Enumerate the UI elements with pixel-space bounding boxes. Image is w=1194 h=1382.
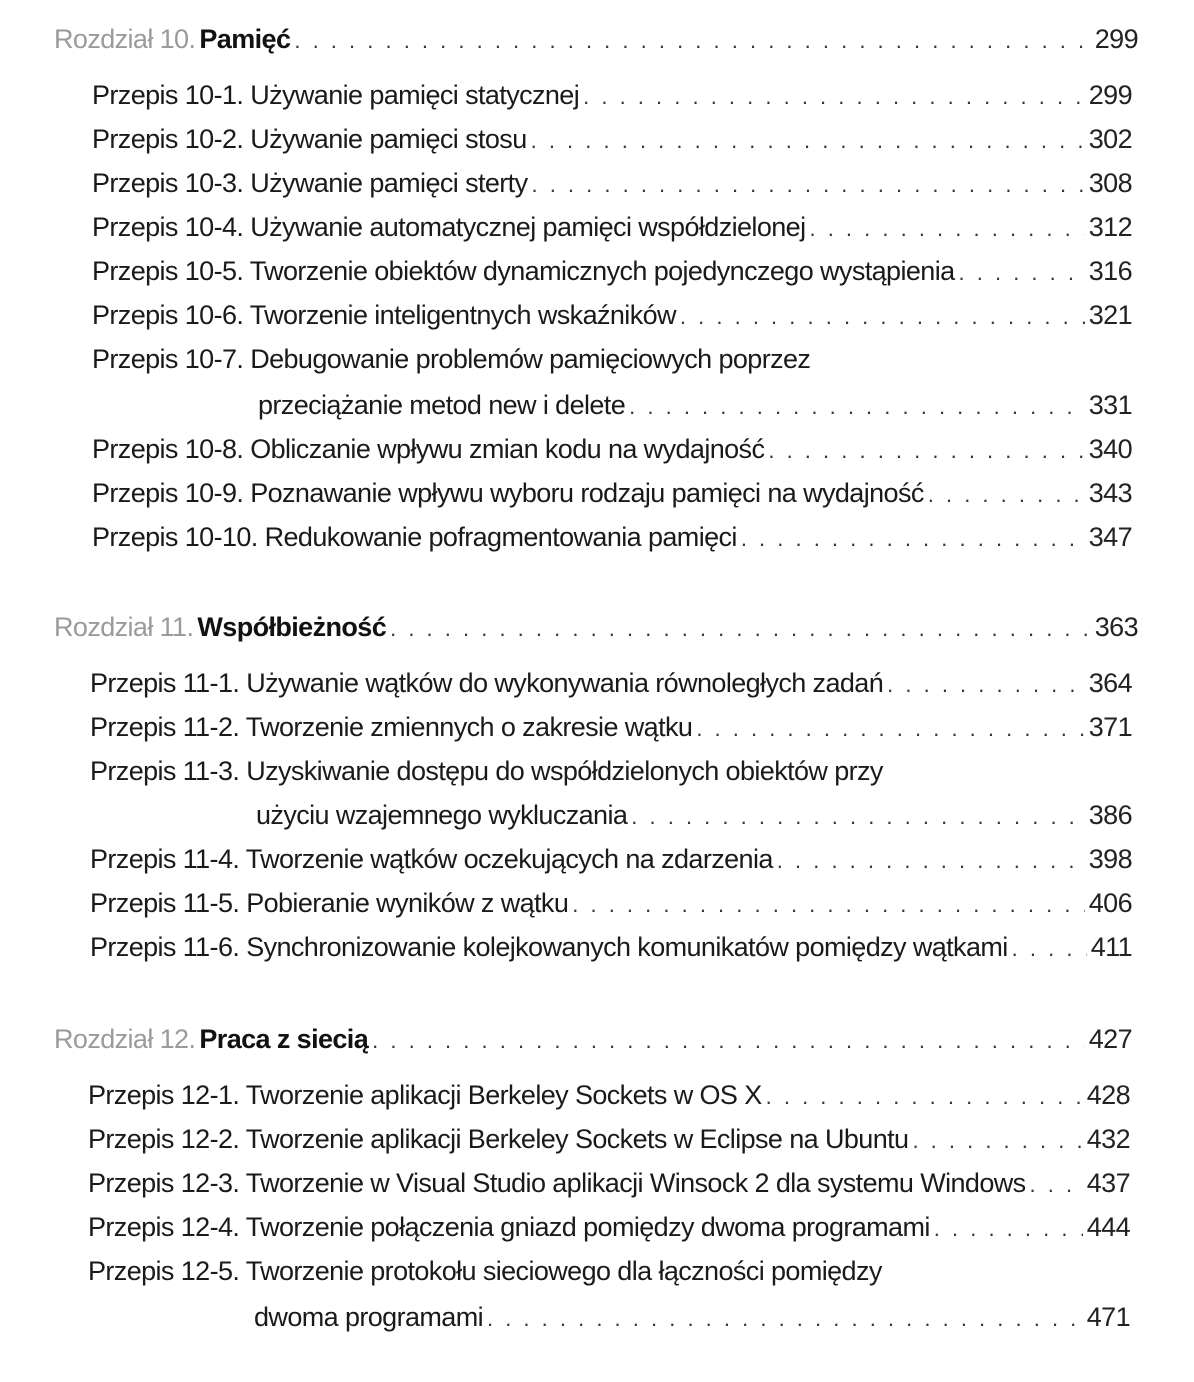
- dot-leader: [294, 28, 1090, 54]
- recipe-title-continuation: użyciu wzajemnego wykluczania: [256, 800, 628, 830]
- page-number: 437: [1086, 1168, 1130, 1198]
- recipe-number: Przepis 11-1.: [90, 668, 240, 698]
- recipe-title-continuation: dwoma programami: [254, 1302, 483, 1332]
- page-number: 302: [1088, 124, 1132, 154]
- dot-leader: [887, 672, 1085, 698]
- toc-entry[interactable]: [88, 1080, 1130, 1111]
- page-number: 343: [1088, 478, 1132, 508]
- recipe-number: Przepis 11-2.: [90, 712, 240, 742]
- dot-leader: [934, 1216, 1083, 1242]
- toc-entry-continuation[interactable]: [256, 800, 1132, 831]
- recipe-title: Poznawanie wpływu wyboru rodzaju pamięci na wydajność: [250, 478, 924, 508]
- toc-chapter-12[interactable]: [54, 1024, 1132, 1055]
- recipe-number: Przepis 12-3.: [88, 1168, 240, 1198]
- recipe-number: Przepis 12-2.: [88, 1124, 240, 1154]
- recipe-number: Przepis 11-4.: [90, 844, 240, 874]
- dot-leader: [768, 438, 1084, 464]
- dot-leader: [631, 804, 1084, 830]
- recipe-title: Używanie pamięci stosu: [250, 124, 527, 154]
- recipe-number: Przepis 11-3.: [90, 756, 240, 786]
- recipe-number: Przepis 10-6.: [92, 300, 244, 330]
- toc-entry[interactable]: [88, 1168, 1130, 1199]
- page-number: 347: [1088, 522, 1132, 552]
- page-number: 299: [1094, 24, 1138, 54]
- recipe-title: Redukowanie pofragmentowania pamięci: [264, 522, 737, 552]
- recipe-number: Przepis 10-7.: [92, 344, 244, 374]
- page-number: 444: [1086, 1212, 1130, 1242]
- chapter-title: Współbieżność: [197, 612, 387, 642]
- recipe-number: Przepis 10-9.: [92, 478, 244, 508]
- dot-leader: [572, 892, 1085, 918]
- page-number: 398: [1088, 844, 1132, 874]
- recipe-number: Przepis 10-10.: [92, 522, 258, 552]
- toc-entry[interactable]: [90, 932, 1132, 963]
- toc-entry[interactable]: [92, 522, 1132, 553]
- dot-leader: [741, 526, 1085, 552]
- page-number: 331: [1088, 390, 1132, 420]
- dot-leader: [372, 1028, 1085, 1054]
- recipe-number: Przepis 10-8.: [92, 434, 244, 464]
- chapter-label: Rozdział 11.: [54, 612, 194, 642]
- dot-leader: [912, 1128, 1082, 1154]
- dot-leader: [487, 1306, 1083, 1332]
- toc-entry-continuation[interactable]: [254, 1302, 1130, 1333]
- toc-chapter-11[interactable]: [54, 612, 1138, 643]
- dot-leader: [680, 304, 1085, 330]
- chapter-label: Rozdział 10.: [54, 24, 196, 54]
- recipe-title: Tworzenie protokołu sieciowego dla łączności pomiędzy: [245, 1256, 882, 1286]
- toc-entry[interactable]: [92, 168, 1132, 199]
- recipe-title-continuation: przeciążanie metod new i delete: [258, 390, 626, 420]
- page-number: 308: [1088, 168, 1132, 198]
- recipe-title: Tworzenie zmiennych o zakresie wątku: [245, 712, 693, 742]
- toc-entry-continuation[interactable]: [258, 390, 1132, 421]
- page-number: 299: [1088, 80, 1132, 110]
- recipe-title: Tworzenie inteligentnych wskaźników: [249, 300, 676, 330]
- dot-leader: [531, 128, 1085, 154]
- chapter-label: Rozdział 12.: [54, 1024, 196, 1054]
- page-number: 406: [1088, 888, 1132, 918]
- page-number: 428: [1086, 1080, 1130, 1110]
- toc-entry-first-line[interactable]: [90, 756, 883, 787]
- recipe-number: Przepis 10-1.: [92, 80, 244, 110]
- toc-entry[interactable]: [92, 256, 1132, 287]
- toc-entry[interactable]: [90, 844, 1132, 875]
- toc-entry[interactable]: [90, 712, 1132, 743]
- recipe-number: Przepis 10-3.: [92, 168, 244, 198]
- page-number: 316: [1088, 256, 1132, 286]
- page-number: 432: [1086, 1124, 1130, 1154]
- recipe-number: Przepis 12-5.: [88, 1256, 240, 1286]
- page-number: 321: [1088, 300, 1132, 330]
- page-number: 386: [1088, 800, 1132, 830]
- toc-entry[interactable]: [92, 80, 1132, 111]
- dot-leader: [531, 172, 1084, 198]
- dot-leader: [1030, 1172, 1083, 1198]
- page-number: 471: [1086, 1302, 1130, 1332]
- page-number: 340: [1088, 434, 1132, 464]
- recipe-number: Przepis 12-1.: [88, 1080, 240, 1110]
- recipe-number: Przepis 10-4.: [92, 212, 244, 242]
- recipe-title: Używanie wątków do wykonywania równoległych zadań: [246, 668, 884, 698]
- page-number: 371: [1088, 712, 1132, 742]
- recipe-title: Tworzenie aplikacji Berkeley Sockets w Eclipse na Ubuntu: [245, 1124, 909, 1154]
- toc-entry[interactable]: [92, 478, 1132, 509]
- dot-leader: [696, 716, 1084, 742]
- recipe-number: Przepis 10-2.: [92, 124, 244, 154]
- recipe-title: Tworzenie wątków oczekujących na zdarzenia: [245, 844, 773, 874]
- recipe-title: Używanie pamięci sterty: [250, 168, 528, 198]
- toc-entry-first-line[interactable]: [92, 344, 810, 375]
- recipe-title: Tworzenie aplikacji Berkeley Sockets w OS X: [245, 1080, 762, 1110]
- page-number: 427: [1088, 1024, 1132, 1054]
- recipe-title: Debugowanie problemów pamięciowych poprzez: [250, 344, 811, 374]
- dot-leader: [583, 84, 1085, 110]
- dot-leader: [1012, 936, 1087, 962]
- toc-entry[interactable]: [90, 888, 1132, 919]
- recipe-title: Pobieranie wyników z wątku: [246, 888, 569, 918]
- dot-leader: [390, 616, 1091, 642]
- recipe-title: Tworzenie połączenia gniazd pomiędzy dwoma programami: [245, 1212, 930, 1242]
- chapter-title: Praca z siecią: [199, 1024, 369, 1054]
- recipe-title: Używanie pamięci statycznej: [250, 80, 580, 110]
- recipe-title: Uzyskiwanie dostępu do współdzielonych obiektów przy: [246, 756, 883, 786]
- toc-entry[interactable]: [92, 212, 1132, 243]
- chapter-title: Pamięć: [199, 24, 291, 54]
- toc-entry[interactable]: [92, 124, 1132, 155]
- toc-entry[interactable]: [88, 1124, 1130, 1155]
- page-number: 411: [1090, 932, 1132, 962]
- toc-entry-first-line[interactable]: [88, 1256, 882, 1287]
- recipe-title: Używanie automatycznej pamięci współdzielonej: [250, 212, 806, 242]
- recipe-number: Przepis 11-5.: [90, 888, 240, 918]
- dot-leader: [959, 260, 1085, 286]
- dot-leader: [928, 482, 1085, 508]
- page-number: 312: [1088, 212, 1132, 242]
- toc-entry[interactable]: [90, 668, 1132, 699]
- page-number: 364: [1088, 668, 1132, 698]
- recipe-number: Przepis 11-6.: [90, 932, 240, 962]
- toc-entry[interactable]: [92, 434, 1132, 465]
- recipe-title: Obliczanie wpływu zmian kodu na wydajność: [250, 434, 765, 464]
- recipe-title: Synchronizowanie kolejkowanych komunikatów pomiędzy wątkami: [246, 932, 1008, 962]
- dot-leader: [777, 848, 1085, 874]
- recipe-title: Tworzenie w Visual Studio aplikacji Winsock 2 dla systemu Windows: [245, 1168, 1026, 1198]
- recipe-number: Przepis 10-5.: [92, 256, 244, 286]
- page-number: 363: [1094, 612, 1138, 642]
- toc-entry[interactable]: [92, 300, 1132, 331]
- dot-leader: [766, 1084, 1083, 1110]
- dot-leader: [629, 394, 1085, 420]
- recipe-title: Tworzenie obiektów dynamicznych pojedynczego wystąpienia: [249, 256, 955, 286]
- recipe-number: Przepis 12-4.: [88, 1212, 240, 1242]
- dot-leader: [809, 216, 1084, 242]
- toc-entry[interactable]: [88, 1212, 1130, 1243]
- toc-chapter-10[interactable]: [54, 24, 1138, 55]
